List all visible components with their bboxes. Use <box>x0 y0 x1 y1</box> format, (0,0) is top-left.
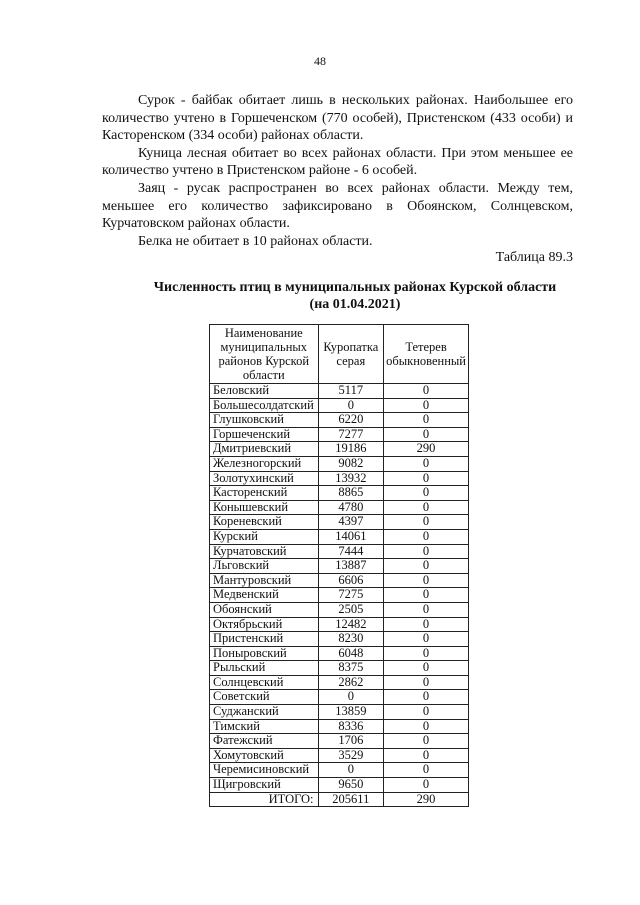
cell-district: Суджанский <box>210 705 319 720</box>
paragraph-squirrel: Белка не обитает в 10 районах области. <box>138 233 373 249</box>
cell-partridge: 9082 <box>318 456 384 471</box>
cell-grouse: 0 <box>384 413 469 428</box>
cell-grouse: 0 <box>384 719 469 734</box>
header-district: Наименование муниципальных районов Курской области <box>210 325 319 384</box>
table-row <box>210 675 469 690</box>
cell-district: Кореневский <box>210 515 319 530</box>
cell-grouse: 0 <box>384 500 469 515</box>
cell-grouse: 0 <box>384 778 469 793</box>
cell-district: Касторенский <box>210 486 319 501</box>
table-body <box>210 384 469 793</box>
cell-district: Черемисиновский <box>210 763 319 778</box>
cell-grouse: 0 <box>384 763 469 778</box>
table-row <box>210 763 469 778</box>
cell-partridge: 8865 <box>318 486 384 501</box>
body-text <box>102 92 573 250</box>
cell-grouse: 0 <box>384 734 469 749</box>
cell-partridge: 9650 <box>318 778 384 793</box>
cell-partridge: 13859 <box>318 705 384 720</box>
cell-district: Курский <box>210 529 319 544</box>
total-partridge: 205611 <box>318 792 384 807</box>
cell-district: Глушковский <box>210 413 319 428</box>
table-label: Таблица 89.3 <box>495 250 573 265</box>
cell-partridge: 7277 <box>318 427 384 442</box>
cell-district: Поныровский <box>210 646 319 661</box>
cell-district: Дмитриевский <box>210 442 319 457</box>
table-row <box>210 413 469 428</box>
header-grouse: Тетерев обыкновенный <box>384 325 469 384</box>
cell-partridge: 12482 <box>318 617 384 632</box>
cell-partridge: 2505 <box>318 602 384 617</box>
cell-partridge: 8375 <box>318 661 384 676</box>
cell-partridge: 8336 <box>318 719 384 734</box>
cell-grouse: 0 <box>384 427 469 442</box>
table-row <box>210 661 469 676</box>
cell-district: Пристенский <box>210 632 319 647</box>
paragraph-hare: Заяц - русак распространен во всех районах области. Между тем, меньшее его количество зафиксировано в Обоянском, Солнцевском, Курчатовском районах области. <box>102 180 573 232</box>
cell-district: Солнцевский <box>210 675 319 690</box>
cell-grouse: 0 <box>384 573 469 588</box>
table-title-line-2: (на 01.04.2021) <box>309 297 401 312</box>
cell-grouse: 0 <box>384 384 469 399</box>
cell-partridge: 14061 <box>318 529 384 544</box>
cell-grouse: 0 <box>384 632 469 647</box>
cell-district: Тимский <box>210 719 319 734</box>
cell-district: Обоянский <box>210 602 319 617</box>
cell-grouse: 0 <box>384 646 469 661</box>
cell-partridge: 0 <box>318 398 384 413</box>
cell-partridge: 2862 <box>318 675 384 690</box>
paragraph-marten: Куница лесная обитает во всех районах области. При этом меньшее ее количество учтено в Пристенском районе - 6 особей. <box>102 145 573 179</box>
cell-district: Рыльский <box>210 661 319 676</box>
table-row <box>210 559 469 574</box>
table-row <box>210 617 469 632</box>
table-row <box>210 748 469 763</box>
table-row <box>210 544 469 559</box>
table-row <box>210 705 469 720</box>
page-number: 48 <box>314 54 326 68</box>
table-row <box>210 427 469 442</box>
cell-district: Беловский <box>210 384 319 399</box>
cell-grouse: 0 <box>384 675 469 690</box>
cell-district: Советский <box>210 690 319 705</box>
cell-district: Большесолдатский <box>210 398 319 413</box>
cell-district: Медвенский <box>210 588 319 603</box>
cell-grouse: 0 <box>384 456 469 471</box>
cell-partridge: 0 <box>318 690 384 705</box>
table-row <box>210 646 469 661</box>
cell-partridge: 7275 <box>318 588 384 603</box>
cell-district: Золотухинский <box>210 471 319 486</box>
header-partridge: Куропатка серая <box>318 325 384 384</box>
cell-district: Льговский <box>210 559 319 574</box>
table-row <box>210 719 469 734</box>
cell-district: Хомутовский <box>210 748 319 763</box>
cell-grouse: 0 <box>384 588 469 603</box>
cell-partridge: 0 <box>318 763 384 778</box>
cell-district: Фатежский <box>210 734 319 749</box>
cell-partridge: 5117 <box>318 384 384 399</box>
cell-district: Конышевский <box>210 500 319 515</box>
table-row <box>210 486 469 501</box>
cell-partridge: 4397 <box>318 515 384 530</box>
cell-grouse: 0 <box>384 602 469 617</box>
cell-grouse: 0 <box>384 617 469 632</box>
table-row <box>210 471 469 486</box>
table-row <box>210 384 469 399</box>
cell-grouse: 0 <box>384 515 469 530</box>
table-row <box>210 500 469 515</box>
cell-partridge: 3529 <box>318 748 384 763</box>
table-total-row <box>210 792 469 807</box>
table-row <box>210 690 469 705</box>
table-row <box>210 398 469 413</box>
cell-grouse: 290 <box>384 442 469 457</box>
table-title-line-1: Численность птиц в муниципальных районах Курской области <box>153 280 557 295</box>
table-title <box>120 279 590 313</box>
cell-partridge: 19186 <box>318 442 384 457</box>
cell-grouse: 0 <box>384 471 469 486</box>
total-label: ИТОГО: <box>210 792 319 807</box>
table-row <box>210 602 469 617</box>
cell-grouse: 0 <box>384 529 469 544</box>
cell-grouse: 0 <box>384 559 469 574</box>
cell-partridge: 13932 <box>318 471 384 486</box>
total-grouse: 290 <box>384 792 469 807</box>
cell-partridge: 8230 <box>318 632 384 647</box>
table-row <box>210 734 469 749</box>
cell-partridge: 13887 <box>318 559 384 574</box>
cell-district: Курчатовский <box>210 544 319 559</box>
cell-partridge: 6048 <box>318 646 384 661</box>
cell-district: Железногорский <box>210 456 319 471</box>
cell-district: Горшеченский <box>210 427 319 442</box>
table-row <box>210 573 469 588</box>
table-row <box>210 456 469 471</box>
cell-partridge: 7444 <box>318 544 384 559</box>
table-header-row <box>210 325 469 384</box>
cell-partridge: 6606 <box>318 573 384 588</box>
bird-count-table <box>209 324 469 807</box>
cell-grouse: 0 <box>384 544 469 559</box>
paragraph-marmot: Сурок - байбак обитает лишь в нескольких районах. Наибольшее его количество учтено в Горшеченском (770 особей), Пристенском (433 особи) и Касторенском (334 особи) районах области. <box>102 93 573 144</box>
cell-district: Мантуровский <box>210 573 319 588</box>
cell-grouse: 0 <box>384 486 469 501</box>
table-row <box>210 778 469 793</box>
cell-grouse: 0 <box>384 661 469 676</box>
cell-partridge: 6220 <box>318 413 384 428</box>
cell-district: Октябрьский <box>210 617 319 632</box>
cell-district: Щигровский <box>210 778 319 793</box>
table-row <box>210 632 469 647</box>
cell-grouse: 0 <box>384 690 469 705</box>
cell-grouse: 0 <box>384 705 469 720</box>
table-row <box>210 442 469 457</box>
cell-grouse: 0 <box>384 748 469 763</box>
table-row <box>210 515 469 530</box>
cell-grouse: 0 <box>384 398 469 413</box>
cell-partridge: 1706 <box>318 734 384 749</box>
table-row <box>210 588 469 603</box>
cell-partridge: 4780 <box>318 500 384 515</box>
table-row <box>210 529 469 544</box>
